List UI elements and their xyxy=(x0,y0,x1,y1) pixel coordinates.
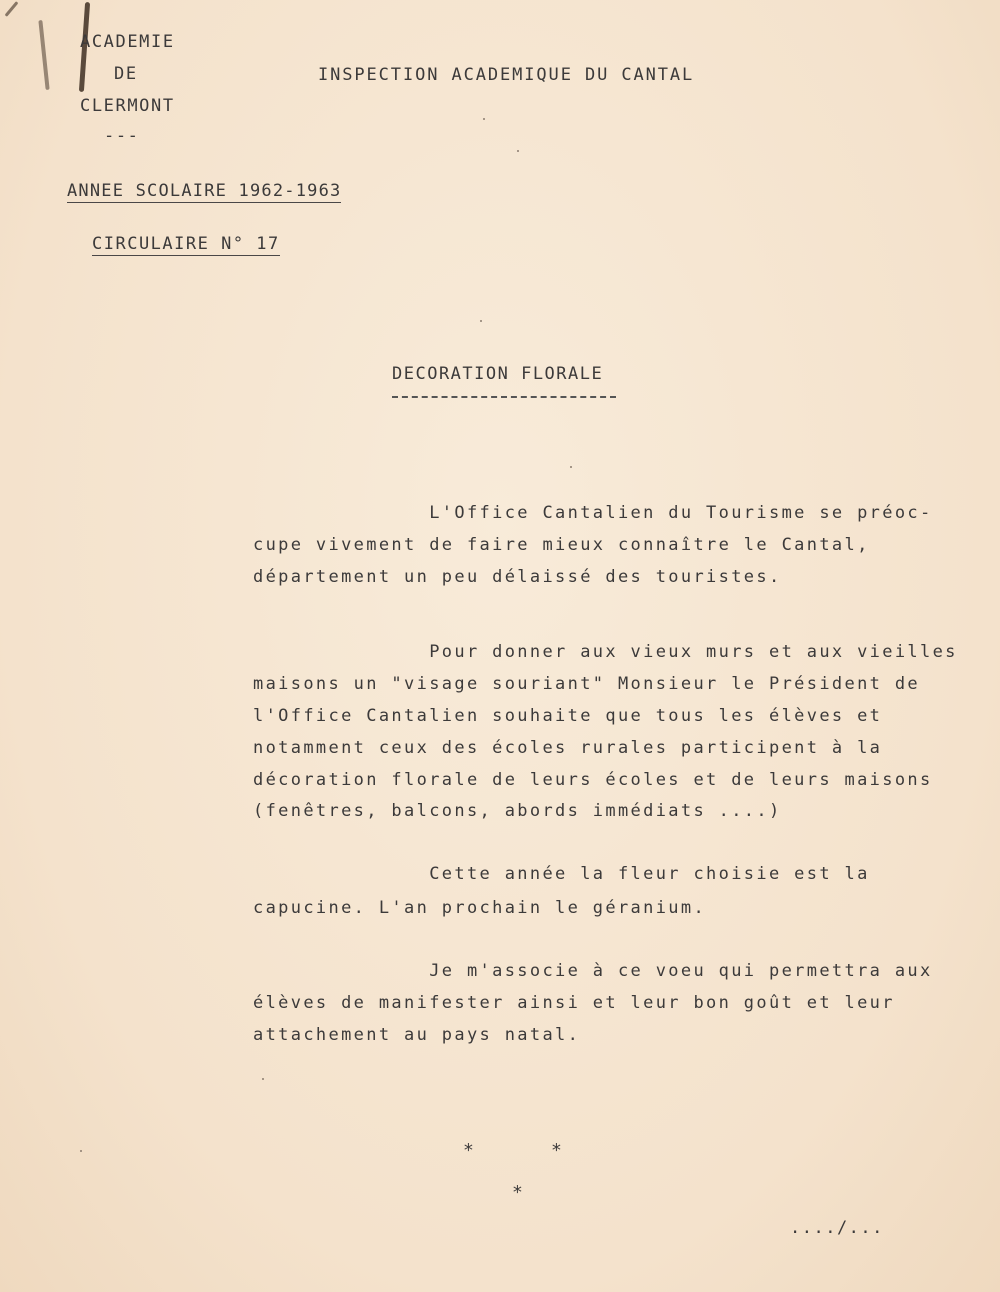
paragraph-1-line: L'Office Cantalien du Tourisme se préoc- xyxy=(253,503,933,523)
paragraph-1-line: département un peu délaissé des touristes. xyxy=(253,567,782,587)
paragraph-2-line: l'Office Cantalien souhaite que tous les élèves et xyxy=(253,706,883,726)
paragraph-3-line: capucine. L'an prochain le géranium. xyxy=(253,898,707,918)
paper-speck xyxy=(483,118,485,120)
paragraph-2-line: (fenêtres, balcons, abords immédiats ....) xyxy=(253,801,782,821)
paragraph-4-line: élèves de manifester ainsi et leur bon goût et leur xyxy=(253,993,895,1013)
paragraph-2-line: décoration florale de leurs écoles et de leurs maisons xyxy=(253,770,933,790)
continuation-mark: ..../... xyxy=(790,1218,884,1238)
academy-line-2: DE xyxy=(114,64,138,84)
margin-pen-mark xyxy=(38,20,49,90)
school-year: ANNEE SCOLAIRE 1962-1963 xyxy=(67,181,342,201)
academy-line-3: CLERMONT xyxy=(80,96,175,116)
paragraph-4-line: attachement au pays natal. xyxy=(253,1025,581,1045)
ornament-star-left: * xyxy=(463,1140,476,1161)
paragraph-4-line: Je m'associe à ce voeu qui permettra aux xyxy=(253,961,933,981)
title-underline xyxy=(392,396,616,398)
inspection-heading: INSPECTION ACADEMIQUE DU CANTAL xyxy=(318,65,695,85)
paper-speck xyxy=(480,320,482,322)
document-title: DECORATION FLORALE xyxy=(392,364,604,384)
paper-speck xyxy=(262,1078,264,1080)
circular-number: CIRCULAIRE N° 17 xyxy=(92,234,280,254)
paragraph-1-line: cupe vivement de faire mieux connaître le Cantal, xyxy=(253,535,870,555)
margin-pen-mark xyxy=(5,1,19,17)
paragraph-3-line: Cette année la fleur choisie est la xyxy=(253,864,870,884)
ornament-star-bottom: * xyxy=(512,1182,525,1203)
academy-line-1: ACADEMIE xyxy=(80,32,175,52)
paragraph-2-line: maisons un "visage souriant" Monsieur le Président de xyxy=(253,674,920,694)
academy-rule: --- xyxy=(104,126,140,146)
paper-speck xyxy=(517,150,519,152)
ornament-star-right: * xyxy=(551,1140,564,1161)
paragraph-2-line: Pour donner aux vieux murs et aux vieilles xyxy=(253,642,958,662)
paper-speck xyxy=(570,466,572,468)
paper-speck xyxy=(80,1150,82,1152)
paragraph-2-line: notamment ceux des écoles rurales participent à la xyxy=(253,738,883,758)
